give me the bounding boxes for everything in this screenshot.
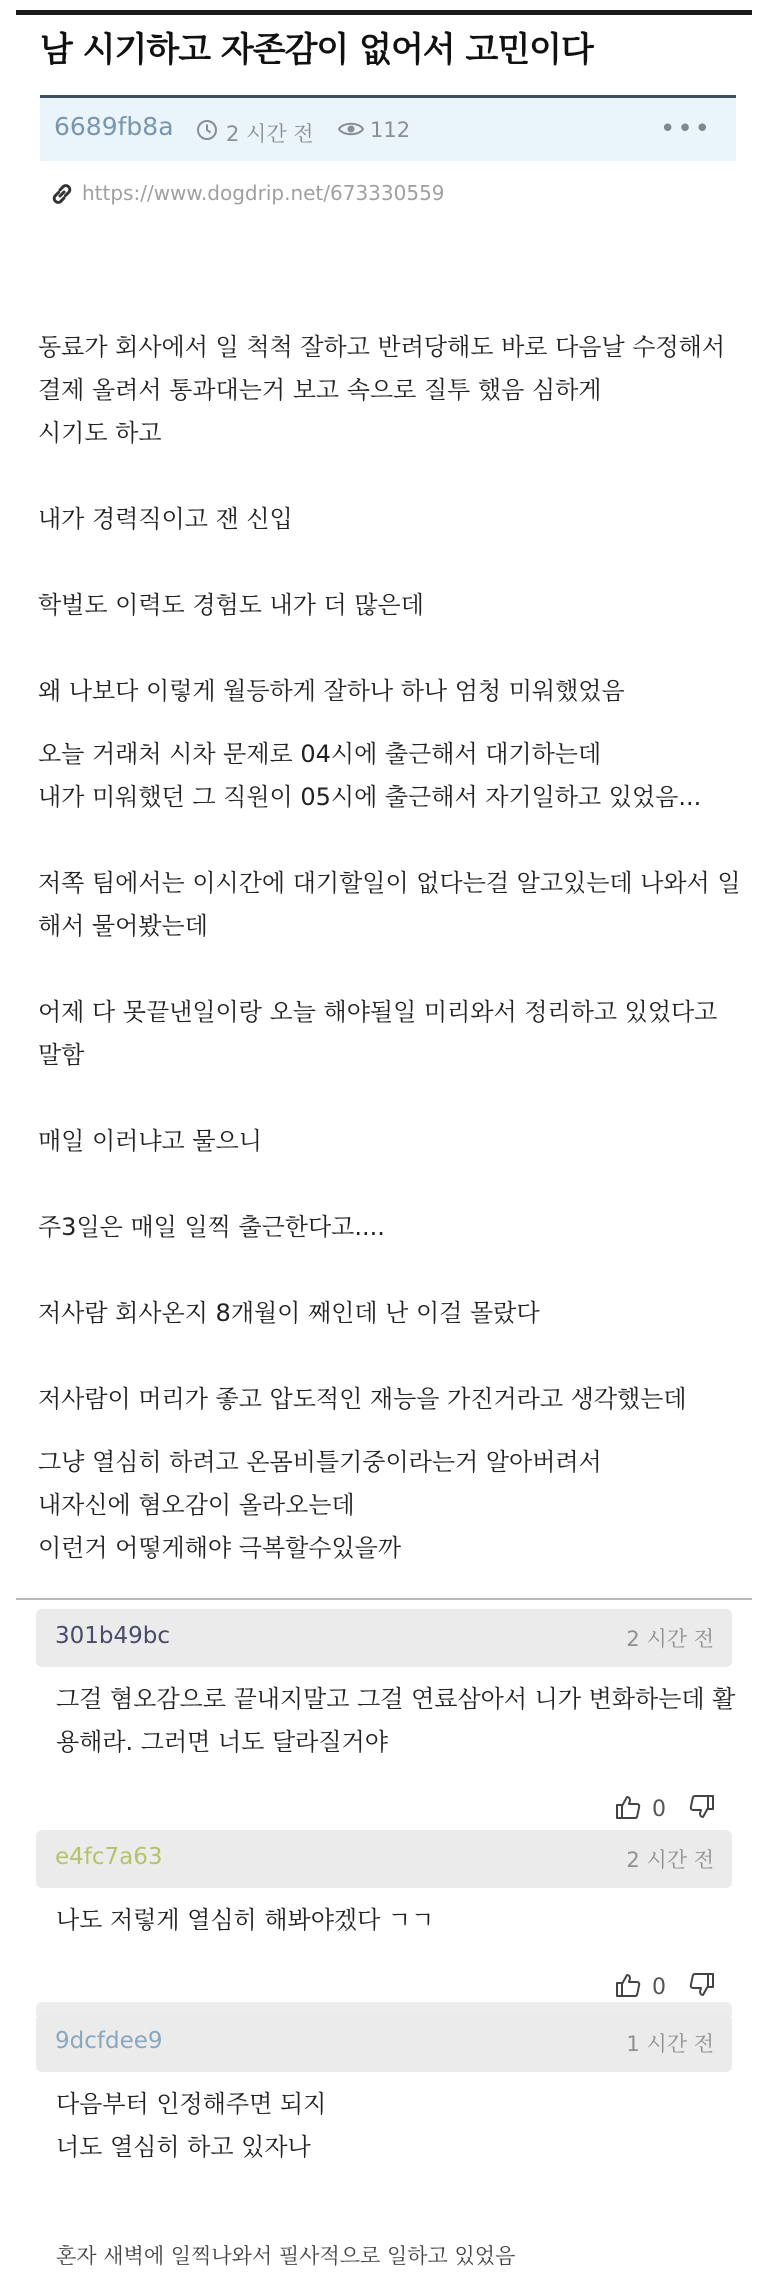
post-meta-bar bbox=[40, 95, 736, 161]
post-paragraph-line: 해서 물어봤는데 bbox=[38, 912, 208, 940]
comment-text-line: 너도 열심히 하고 있자나 bbox=[56, 2133, 311, 2161]
post-paragraph-line: 저쪽 팀에서는 이시간에 대기할일이 없다는걸 알고있는데 나와서 일 bbox=[38, 869, 741, 897]
post-paragraph-line: 내가 미워했던 그 직원이 05시에 출근해서 자기일하고 있었음... bbox=[38, 783, 702, 811]
comment-time: 1 시간 전 bbox=[626, 2032, 714, 2056]
comment-text-line: 다음부터 인정해주면 되지 bbox=[56, 2090, 327, 2118]
post-paragraph-line: 내가 경력직이고 잰 신입 bbox=[38, 505, 293, 533]
comment-header bbox=[36, 1609, 732, 1667]
post-paragraph-line: 어제 다 못끝낸일이랑 오늘 해야될일 미리와서 정리하고 있었다고 bbox=[38, 998, 718, 1026]
comment-time: 2 시간 전 bbox=[626, 1848, 714, 1872]
vote-count: 0 bbox=[652, 1974, 666, 2000]
view-count: 112 bbox=[370, 118, 411, 142]
thumbs-up-icon[interactable] bbox=[614, 1793, 642, 1825]
post-paragraph-line: 말함 bbox=[38, 1041, 85, 1069]
comments-divider bbox=[16, 1598, 752, 1600]
eye-icon bbox=[338, 120, 364, 142]
comment-header bbox=[36, 1830, 732, 1888]
post-paragraph-line: 시기도 하고 bbox=[38, 419, 162, 447]
thumbs-down-icon[interactable] bbox=[688, 1971, 716, 2003]
comment-author[interactable]: e4fc7a63 bbox=[55, 1844, 163, 1870]
thumbs-down-icon[interactable] bbox=[688, 1793, 716, 1825]
post-title: 남 시기하고 자존감이 없어서 고민이다 bbox=[40, 30, 593, 70]
reply-preview: 혼자 새벽에 일찍나와서 필사적으로 일하고 있었음 bbox=[56, 2244, 516, 2268]
post-author[interactable]: 6689fb8a bbox=[54, 112, 174, 141]
comment-author[interactable]: 301b49bc bbox=[55, 1623, 171, 1649]
top-rule bbox=[16, 10, 752, 15]
link-icon bbox=[48, 180, 76, 212]
post-paragraph-line: 이런거 어떻게해야 극복할수있을까 bbox=[38, 1534, 402, 1562]
post-paragraph-line: 왜 나보다 이렇게 월등하게 잘하나 하나 엄청 미워했었음 bbox=[38, 677, 625, 705]
post-url-link[interactable]: https://www.dogdrip.net/673330559 bbox=[82, 181, 445, 205]
comment-text-line: 나도 저렇게 열심히 해봐야겠다 ㄱㄱ bbox=[56, 1906, 435, 1934]
vote-count: 0 bbox=[652, 1796, 666, 1822]
post-time: 2 시간 전 bbox=[226, 122, 314, 146]
post-paragraph-line: 그냥 열심히 하려고 온몸비틀기중이라는거 알아버려서 bbox=[38, 1448, 602, 1476]
post-paragraph-line: 학벌도 이력도 경험도 내가 더 많은데 bbox=[38, 591, 424, 619]
post-paragraph-line: 저사람이 머리가 좋고 압도적인 재능을 가진거라고 생각했는데 bbox=[38, 1385, 687, 1413]
comment-text-line: 그걸 혐오감으로 끝내지말고 그걸 연료삼아서 니가 변화하는데 활 bbox=[56, 1685, 736, 1713]
post-paragraph-line: 동료가 회사에서 일 척척 잘하고 반려당해도 바로 다음날 수정해서 bbox=[38, 333, 725, 361]
comment-votes bbox=[614, 1792, 716, 1826]
comment-author[interactable]: 9dcfdee9 bbox=[55, 2028, 163, 2054]
thumbs-up-icon[interactable] bbox=[614, 1971, 642, 2003]
post-paragraph-line: 매일 이러냐고 물으니 bbox=[38, 1127, 262, 1155]
comment-time: 2 시간 전 bbox=[626, 1627, 714, 1651]
clock-icon bbox=[196, 119, 218, 145]
post-paragraph-line: 내자신에 혐오감이 올라오는데 bbox=[38, 1491, 355, 1519]
comment-text-line: 용해라. 그러면 너도 달라질거야 bbox=[56, 1728, 388, 1756]
post-paragraph-line: 결제 올려서 통과대는거 보고 속으로 질투 했음 심하게 bbox=[38, 376, 602, 404]
post-paragraph-line: 오늘 거래처 시차 문제로 04시에 출근해서 대기하는데 bbox=[38, 740, 602, 768]
post-paragraph-line: 저사람 회사온지 8개월이 째인데 난 이걸 몰랐다 bbox=[38, 1299, 540, 1327]
more-options-button[interactable]: ••• bbox=[659, 114, 712, 144]
post-paragraph-line: 주3일은 매일 일찍 출근한다고.... bbox=[38, 1213, 385, 1241]
comment-header bbox=[36, 2014, 732, 2072]
comment-votes bbox=[614, 1970, 716, 2004]
